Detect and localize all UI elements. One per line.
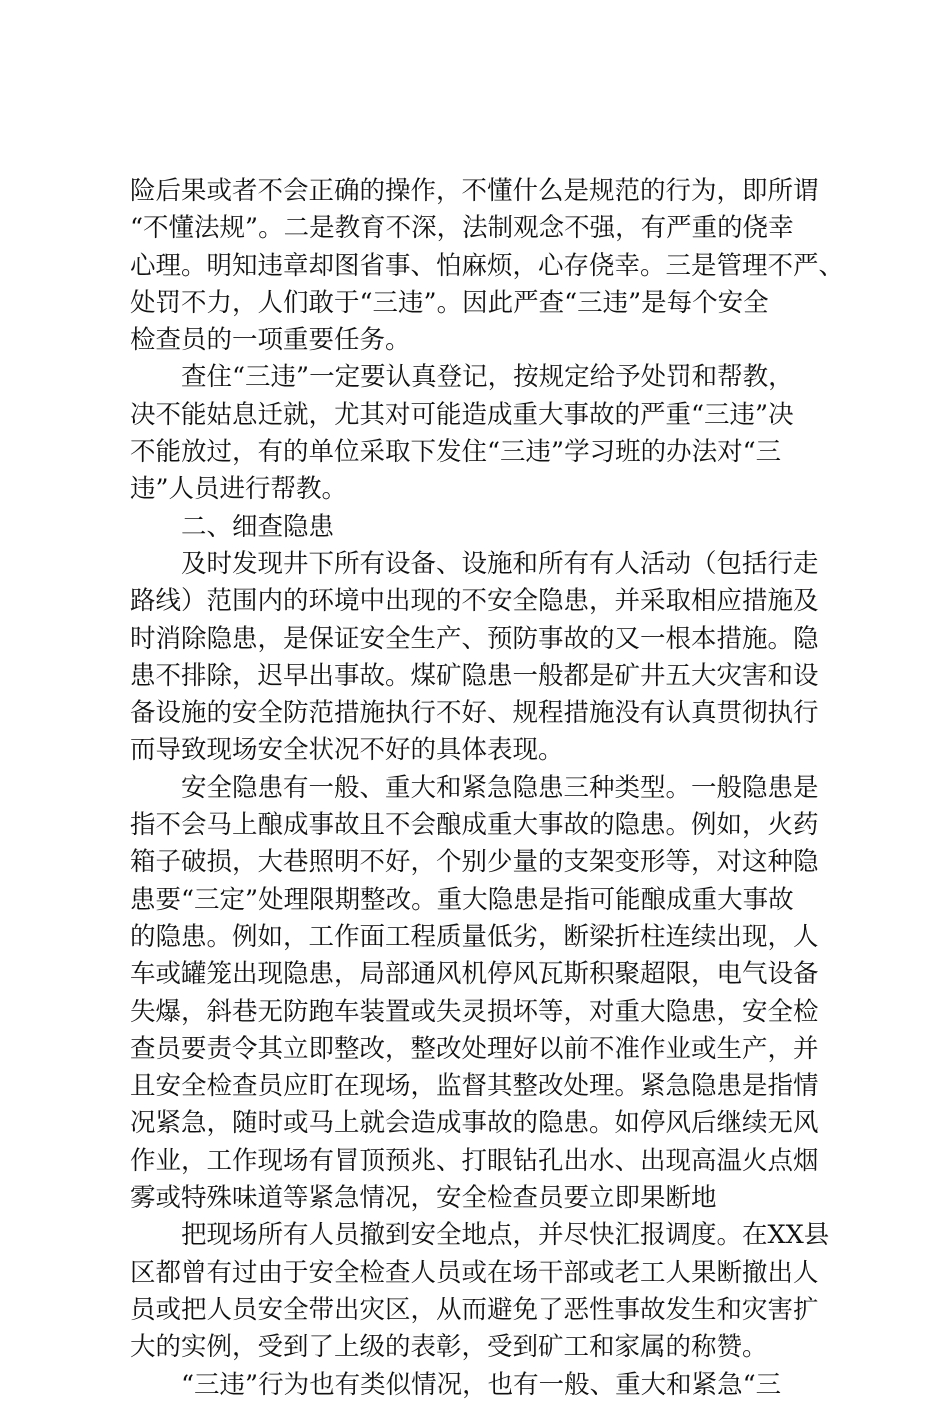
text-line: 大的实例，受到了上级的表彰，受到矿工和家属的称赞。 bbox=[130, 1332, 768, 1363]
text-line: 险后果或者不会正确的操作，不懂什么是规范的行为，即所谓 bbox=[130, 176, 819, 206]
paragraph-first-line: 及时发现井下所有设备、设施和所有有人活动（包括行走 bbox=[181, 548, 819, 579]
text-line: 况紧急，随时或马上就会造成事故的隐患。如停风后继续无风 bbox=[130, 1108, 819, 1139]
text-line: 失爆，斜巷无防跑车装置或失灵损坏等，对重大隐患，安全检 bbox=[130, 996, 819, 1027]
text-line: 处罚不力，人们敢于“三违”。因此严查“三违”是每个安全 bbox=[130, 287, 769, 318]
paragraph-first-line: “三违”行为也有类似情况，也有一般、重大和紧急“三 bbox=[181, 1369, 782, 1400]
text-line: 而导致现场安全状况不好的具体表现。 bbox=[130, 735, 564, 766]
text-line: 时消除隐患，是保证安全生产、预防事故的又一根本措施。隐 bbox=[130, 623, 819, 654]
text-line: 心理。明知违章却图省事、怕麻烦，心存侥幸。三是管理不严、 bbox=[130, 250, 845, 281]
paragraph-first-line: 把现场所有人员撤到安全地点，并尽快汇报调度。在XX县 bbox=[181, 1220, 830, 1251]
text-line: 的隐患。例如，工作面工程质量低劣，断梁折柱连续出现，人 bbox=[130, 921, 819, 952]
text-line: 违”人员进行帮教。 bbox=[130, 474, 348, 505]
text-line: 且安全检查员应盯在现场，监督其整改处理。紧急隐患是指情 bbox=[130, 1071, 819, 1102]
text-line: “不懂法规”。二是教育不深，法制观念不强，有严重的侥幸 bbox=[130, 213, 794, 244]
paragraph-first-line: 安全隐患有一般、重大和紧急隐患三种类型。一般隐患是 bbox=[181, 772, 819, 803]
text-line: 车或罐笼出现隐患，局部通风机停风瓦斯积聚超限，电气设备 bbox=[130, 959, 819, 990]
text-line: 箱子破损，大巷照明不好，个别少量的支架变形等，对这种隐 bbox=[130, 847, 819, 878]
text-line: 查员要责令其立即整改，整改处理好以前不准作业或生产，并 bbox=[130, 1033, 819, 1064]
text-line: 检查员的一项重要任务。 bbox=[130, 325, 411, 356]
text-line: 决不能姑息迁就，尤其对可能造成重大事故的严重“三违”决 bbox=[130, 399, 794, 430]
text-line: 备设施的安全防范措施执行不好、规程措施没有认真贯彻执行 bbox=[130, 698, 819, 729]
text-line: 作业，工作现场有冒顶预兆、打眼钻孔出水、出现高温火点烟 bbox=[130, 1145, 819, 1176]
text-line: 员或把人员安全带出灾区，从而避免了恶性事故发生和灾害扩 bbox=[130, 1294, 819, 1325]
text-line: 指不会马上酿成事故且不会酿成重大事故的隐患。例如，火药 bbox=[130, 810, 819, 841]
document-body bbox=[130, 173, 845, 1404]
section-heading: 二、细查隐患 bbox=[181, 511, 335, 542]
text-line: 区都曾有过由于安全检查人员或在场干部或老工人果断撤出人 bbox=[130, 1257, 819, 1288]
text-line: 不能放过，有的单位采取下发住“三违”学习班的办法对“三 bbox=[130, 437, 782, 468]
text-line: 患要“三定”处理限期整改。重大隐患是指可能酿成重大事故 bbox=[130, 884, 794, 915]
text-line: 路线）范围内的环境中出现的不安全隐患，并采取相应措施及 bbox=[130, 586, 819, 617]
paragraph-first-line: 查住“三违”一定要认真登记，按规定给予处罚和帮教， bbox=[181, 362, 794, 393]
text-line: 雾或特殊味道等紧急情况，安全检查员要立即果断地 bbox=[130, 1183, 717, 1214]
text-line: 患不排除，迟早出事故。煤矿隐患一般都是矿井五大灾害和设 bbox=[130, 660, 819, 691]
